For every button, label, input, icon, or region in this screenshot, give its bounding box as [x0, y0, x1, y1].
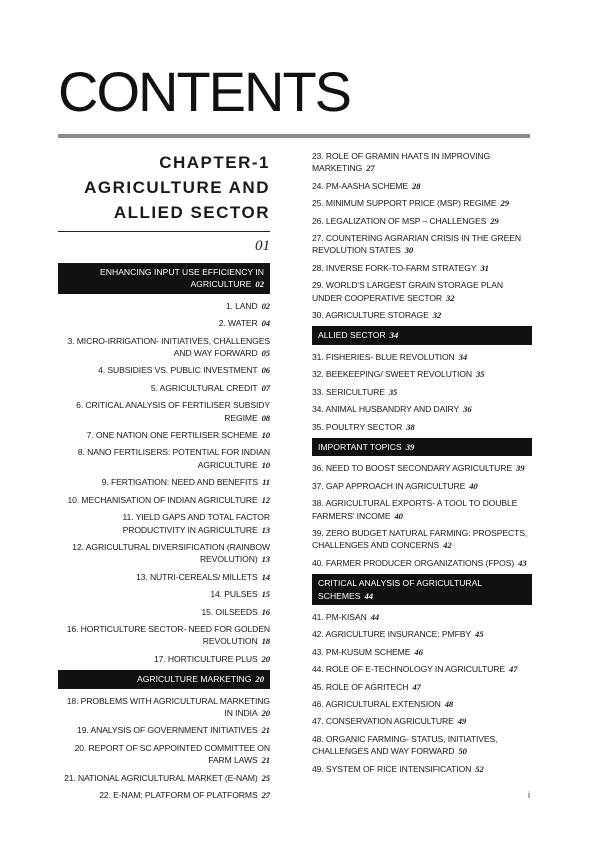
page-ref: 49: [457, 716, 467, 727]
toc-entry-title: 14. PULSES: [210, 589, 258, 600]
toc-entry-title: 5. AGRICULTURAL CREDIT: [150, 382, 258, 393]
page-ref: 32: [446, 292, 455, 303]
toc-entry[interactable]: [58, 300, 270, 312]
section-header[interactable]: [312, 326, 532, 344]
toc-entry-title: 42. AGRICULTURE INSURANCE: PMFBY: [312, 629, 471, 640]
page-ref: 39: [516, 463, 525, 474]
toc-entry-title: 31. FISHERIES- BLUE REVOLUTION: [312, 351, 455, 362]
toc-entry[interactable]: [58, 742, 270, 767]
page-ref: 21: [261, 755, 270, 766]
page-ref: 30: [404, 245, 414, 256]
page-ref: 11: [262, 477, 270, 488]
page-ref: 13: [261, 524, 270, 535]
section-header[interactable]: [58, 263, 270, 294]
toc-entry-title: 23. ROLE OF GRAMIN HAATS IN IMPROVING MARKETING: [312, 151, 491, 174]
toc-entry-title: 11. YIELD GAPS AND TOTAL FACTOR PRODUCTIVITY IN AGRICULTURE: [122, 512, 270, 535]
section-title: AGRICULTURE MARKETING: [136, 674, 252, 685]
toc-entry[interactable]: [312, 421, 532, 433]
page-ref: 04: [261, 318, 270, 329]
page-ref: 34: [389, 330, 399, 341]
toc-entry[interactable]: [312, 763, 532, 775]
toc-entry[interactable]: [58, 399, 270, 424]
page-ref: 48: [444, 699, 454, 709]
chapter-line1: CHAPTER-1: [159, 153, 270, 172]
page-ref: 15: [261, 589, 270, 600]
toc-entry-title: 32. BEEKEEPING/ SWEET REVOLUTION: [312, 369, 472, 380]
page-ref: 44: [370, 611, 380, 622]
toc-entry-title: 25. MINIMUM SUPPORT PRICE (MSP) REGIME: [312, 198, 497, 209]
toc-entry-title: 6. CRITICAL ANALYSIS OF FERTILISER SUBSIDY REGIME: [76, 400, 270, 423]
toc-entry[interactable]: [312, 497, 532, 522]
section-title: ENHANCING INPUT USE EFFICIENCY IN AGRICULTURE: [100, 267, 264, 290]
toc-entry-title: 34. ANIMAL HUSBANDRY AND DAIRY: [312, 404, 460, 415]
page-ref: 27: [366, 163, 375, 174]
toc-entry[interactable]: [58, 653, 270, 665]
toc-entry[interactable]: [58, 429, 270, 441]
toc-entry[interactable]: [58, 606, 270, 618]
page-ref: 45: [475, 629, 484, 640]
toc-entry-title: 3. MICRO-IRRIGATION- INITIATIVES, CHALLENGES AND WAY FORWARD: [67, 335, 270, 359]
page-ref: 28: [412, 180, 421, 191]
toc-entry[interactable]: [58, 695, 270, 720]
chapter-number: 01: [255, 238, 270, 254]
toc-entry-title: 29. WORLD'S LARGEST GRAIN STORAGE PLAN UNDER COOPERATIVE SECTOR: [312, 280, 503, 303]
toc-entry-title: 18. PROBLEMS WITH AGRICULTURAL MARKETING IN INDIA: [66, 695, 270, 718]
page-ref: 06: [261, 365, 270, 376]
toc-entry[interactable]: [312, 215, 532, 227]
toc-entry-title: 17. HORTICULTURE PLUS: [153, 653, 258, 664]
toc-entry[interactable]: [58, 772, 270, 784]
toc-entry[interactable]: [312, 180, 532, 192]
toc-entry-title: 8. NANO FERTILISERS: POTENTIAL FOR INDIAN AGRICULTURE: [77, 447, 270, 470]
toc-entry[interactable]: [58, 494, 270, 506]
toc-entry-title: 38. AGRICULTURAL EXPORTS- A TOOL TO DOUBLE FARMERS' INCOME: [312, 498, 518, 521]
section-title: ALLIED SECTOR: [318, 330, 386, 341]
toc-entry[interactable]: [58, 364, 270, 376]
toc-entry-title: 27. COUNTERING AGRARIAN CRISIS IN THE GREEN REVOLUTION STATES: [312, 233, 521, 256]
page-ref: 27: [261, 790, 270, 800]
toc-entry-title: 47. CONSERVATION AGRICULTURE: [312, 716, 454, 727]
toc-entry-title: 33. SERICULTURE: [312, 386, 385, 397]
toc-entry-title: 37. GAP APPROACH IN AGRICULTURE: [312, 480, 466, 491]
toc-entry[interactable]: [312, 628, 532, 640]
toc-entry[interactable]: [58, 476, 270, 488]
toc-entry-title: 44. ROLE OF E-TECHNOLOGY IN AGRICULTURE: [312, 664, 506, 675]
toc-entry-title: 10. MECHANISATION OF INDIAN AGRICULTURE: [67, 494, 258, 505]
toc-entry-title: 45. ROLE OF AGRITECH: [312, 681, 409, 692]
toc-entry-title: 26. LEGALIZATION OF MSP – CHALLENGES: [312, 215, 487, 226]
page-ref: 46: [414, 646, 423, 657]
page-number: i: [528, 790, 530, 800]
toc-entry[interactable]: [312, 462, 532, 474]
toc-entry[interactable]: [58, 317, 270, 329]
page-ref: 18: [261, 636, 270, 647]
toc-entry-title: 28. INVERSE FORK-TO-FARM STRATEGY: [312, 262, 477, 273]
toc-entry[interactable]: [58, 571, 270, 583]
toc-entry-title: 2. WATER: [218, 318, 258, 329]
toc-entry[interactable]: [312, 715, 532, 727]
toc-entry-title: 39. ZERO BUDGET NATURAL FARMING: PROSPECTS, CHALLENGES AND CONCERNS: [312, 527, 528, 551]
page-ref: 39: [405, 441, 415, 452]
toc-entry[interactable]: [58, 789, 270, 801]
toc-entry[interactable]: [312, 646, 532, 658]
right-column: [312, 150, 532, 780]
toc-entry[interactable]: [312, 351, 532, 363]
page-ref: 02: [261, 300, 270, 311]
toc-entry[interactable]: [312, 527, 532, 552]
toc-entry-title: 40. FARMER PRODUCER ORGANIZATIONS (FPOS): [312, 557, 515, 568]
page-ref: 12: [261, 494, 270, 505]
page-ref: 34: [458, 351, 468, 362]
toc-entry[interactable]: [312, 232, 532, 257]
chapter-line3: ALLIED SECTOR: [113, 203, 270, 222]
page-ref: 08: [261, 412, 270, 423]
toc-entry[interactable]: [312, 557, 532, 569]
toc-entry-title: 46. AGRICULTURAL EXTENSION: [312, 699, 441, 709]
toc-entry[interactable]: [312, 698, 532, 710]
toc-entry[interactable]: [312, 663, 532, 675]
page-ref: 13: [261, 554, 270, 565]
toc-entry[interactable]: [312, 150, 532, 175]
page-ref: 10: [261, 459, 270, 470]
section-header[interactable]: [58, 670, 270, 688]
toc-entry[interactable]: [312, 611, 532, 623]
page-ref: 36: [463, 404, 472, 415]
page-ref: 20: [261, 653, 270, 664]
page-ref: 02: [255, 279, 264, 290]
page-ref: 20: [255, 674, 264, 685]
page-ref: 38: [406, 421, 415, 432]
page-ref: 29: [490, 215, 499, 226]
toc-entry[interactable]: [312, 386, 532, 398]
toc-entry[interactable]: [312, 733, 532, 758]
toc-entry-title: 9. FERTIGATION: NEED AND BENEFITS: [101, 477, 259, 488]
toc-entry-title: 15. OILSEEDS: [201, 606, 258, 617]
page-ref: 47: [412, 681, 421, 692]
page-ref: 05: [261, 348, 270, 359]
page-ref: 32: [432, 310, 442, 321]
toc-entry[interactable]: [58, 446, 270, 471]
page-ref: 43: [518, 557, 527, 568]
title-divider: [58, 134, 530, 138]
chapter-line2: AGRICULTURE AND: [84, 178, 270, 197]
page-ref: 42: [443, 540, 452, 551]
section-header[interactable]: [312, 438, 532, 456]
toc-entry[interactable]: [312, 368, 532, 380]
left-column: [58, 150, 270, 806]
toc-entry-title: 43. PM-KUSUM SCHEME: [312, 646, 411, 657]
toc-entry[interactable]: [312, 480, 532, 492]
page-ref: 31: [480, 262, 489, 273]
toc-entry[interactable]: [58, 382, 270, 394]
toc-entry[interactable]: [312, 309, 532, 321]
page-ref: 35: [388, 386, 398, 397]
page-ref: 40: [394, 510, 403, 521]
page-ref: 20: [261, 707, 270, 718]
toc-entry[interactable]: [58, 588, 270, 600]
page-ref: 29: [500, 198, 509, 209]
section-title: CRITICAL ANALYSIS OF AGRICULTURAL SCHEMES: [318, 578, 482, 601]
toc-entry[interactable]: [312, 681, 532, 693]
section-header[interactable]: [312, 574, 532, 605]
toc-entry-title: 13. NUTRI-CEREALS/ MILLETS: [136, 571, 258, 582]
page-ref: 16: [261, 606, 270, 617]
toc-entry[interactable]: [58, 724, 270, 736]
toc-entry[interactable]: [312, 262, 532, 274]
toc-entry-title: 1. LAND: [225, 300, 258, 311]
toc-entry[interactable]: [58, 623, 270, 648]
toc-entry-title: 49. SYSTEM OF RICE INTENSIFICATION: [312, 763, 472, 774]
toc-entry-title: 24. PM-AASHA SCHEME: [312, 180, 409, 191]
page-ref: 10: [261, 430, 270, 441]
toc-entry[interactable]: [312, 279, 532, 304]
page-title: CONTENTS: [58, 60, 350, 123]
section-title: IMPORTANT TOPICS: [318, 441, 402, 452]
toc-entry-title: 16. HORTICULTURE SECTOR- NEED FOR GOLDEN REVOLUTION: [66, 623, 270, 647]
toc-entry-title: 7. ONE NATION ONE FERTILISER SCHEME: [86, 430, 258, 441]
toc-entry-title: 4. SUBSIDIES VS. PUBLIC INVESTMENT: [98, 365, 258, 376]
toc-entry-title: 21. NATIONAL AGRICULTURAL MARKET (E-NAM): [64, 772, 258, 783]
toc-entry-title: 36. NEED TO BOOST SECONDARY AGRICULTURE: [312, 463, 513, 474]
toc-entry[interactable]: [58, 335, 270, 360]
page-ref: 35: [475, 369, 485, 380]
page-ref: 52: [475, 763, 484, 774]
page-ref: 44: [364, 590, 374, 601]
toc-entry-title: 41. PM-KISAN: [312, 611, 367, 622]
page-ref: 07: [261, 382, 270, 393]
toc-entry-title: 35. POULTRY SECTOR: [312, 421, 403, 432]
page-ref: 25: [261, 772, 270, 783]
toc-entry-title: 22. E-NAM: PLATFORM OF PLATFORMS: [99, 790, 258, 800]
page-ref: 47: [509, 664, 518, 675]
toc-entry[interactable]: [312, 197, 532, 209]
chapter-divider: [58, 231, 270, 232]
toc-entry[interactable]: [58, 541, 270, 566]
page-ref: 21: [261, 725, 270, 736]
page-ref: 40: [469, 480, 478, 491]
toc-entry-title: 48. ORGANIC FARMING- STATUS, INITIATIVES, CHALLENGES AND WAY FORWARD: [312, 733, 498, 757]
toc-entry[interactable]: [58, 511, 270, 536]
page-ref: 50: [458, 746, 467, 757]
toc-entry-title: 30. AGRICULTURE STORAGE: [312, 310, 429, 321]
toc-entry-title: 12. AGRICULTURAL DIVERSIFICATION (RAINBOW REVOLUTION): [72, 541, 270, 565]
page-ref: 14: [261, 571, 270, 582]
toc-entry-title: 20. REPORT OF SC APPOINTED COMMITTEE ON FARM LAWS: [74, 742, 270, 766]
toc-entry-title: 19. ANALYSIS OF GOVERNMENT INITIATIVES: [77, 725, 258, 736]
toc-entry[interactable]: [312, 403, 532, 415]
